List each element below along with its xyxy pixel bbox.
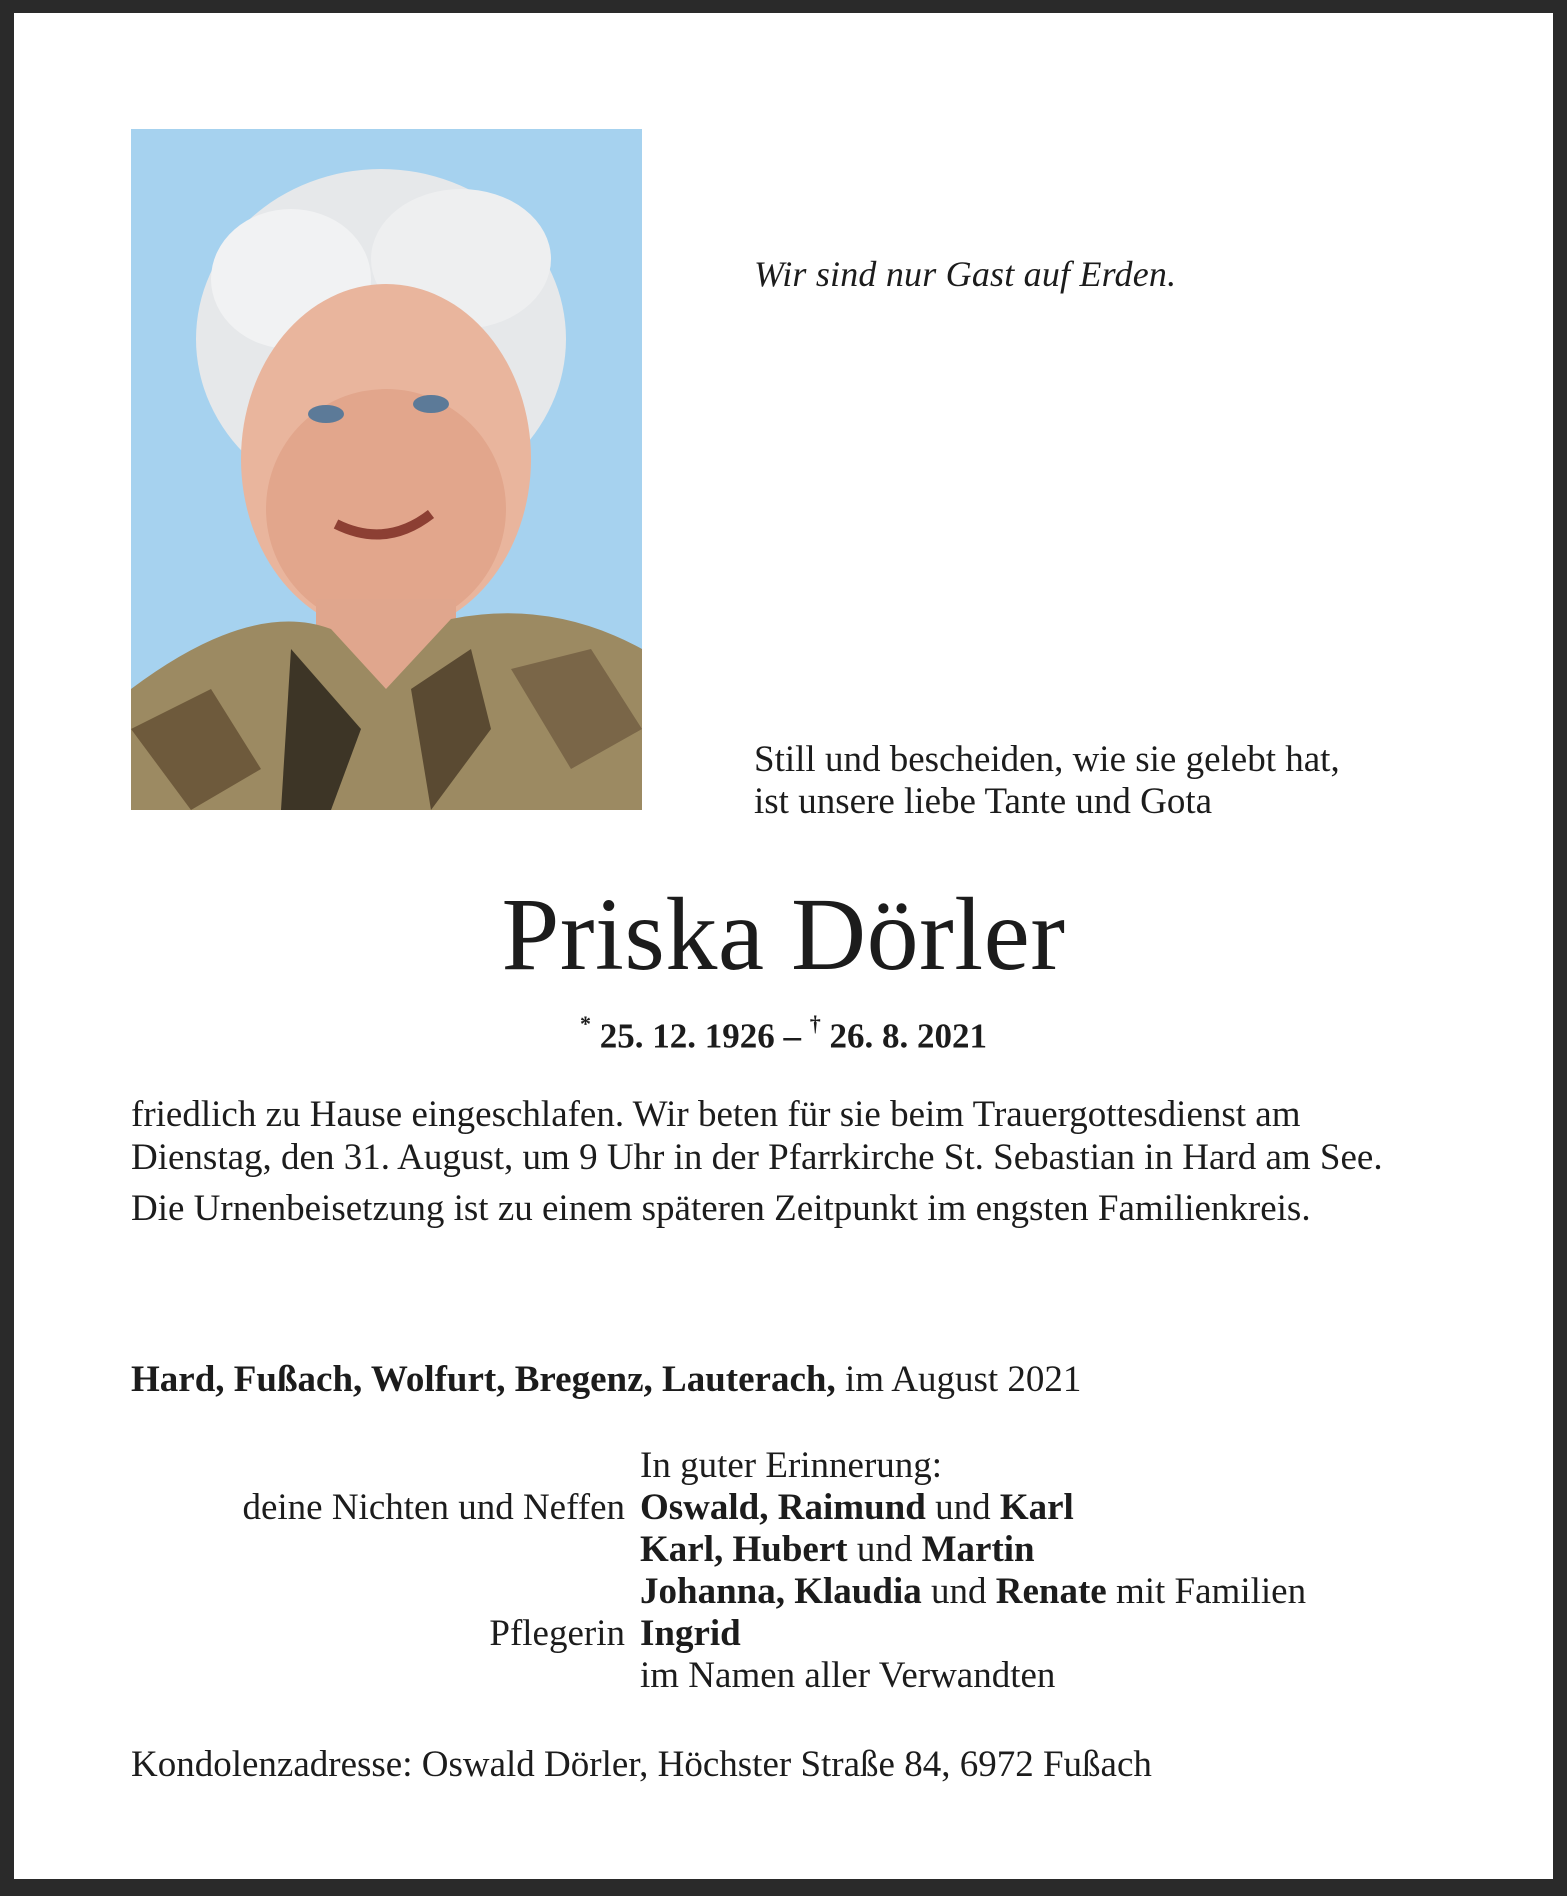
birth-symbol: * <box>580 1011 591 1036</box>
relatives-label: deine Nichten und Neffen <box>242 1487 625 1528</box>
condolence-address: Kondolenzadresse: Oswald Dörler, Höchster Straße 84, 6972 Fußach <box>131 1744 1152 1785</box>
relatives-line: Johanna, Klaudia und Renate mit Familien <box>640 1571 1307 1612</box>
life-dates <box>14 1011 1553 1057</box>
intro-line: ist unsere liebe Tante und Gota <box>754 781 1213 822</box>
signers-block <box>131 1445 1306 1697</box>
intro-text <box>754 739 1340 823</box>
remembrance-heading: In guter Erinnerung: <box>640 1445 943 1486</box>
service-paragraph: friedlich zu Hause eingeschlafen. Wir beten für sie beim Trauergottesdienst am Dienstag, den 31. August, um 9 Uhr in der Pfarrkirche St. Sebastian in Hard am See. <box>131 1094 1383 1178</box>
date-separator: – <box>783 1016 801 1056</box>
places-list: Hard, Fußach, Wolfurt, Bregenz, Lauterach, <box>131 1359 836 1400</box>
relatives-line: Oswald, Raimund und Karl <box>640 1487 1074 1528</box>
birth-date: 25. 12. 1926 <box>599 1016 775 1056</box>
place-date: im August 2021 <box>844 1359 1082 1400</box>
portrait-illustration <box>131 129 642 810</box>
death-symbol: † <box>809 1011 821 1036</box>
deceased-name: Priska Dörler <box>501 877 1066 992</box>
burial-paragraph: Die Urnenbeisetzung ist zu einem späteren Zeitpunkt im engsten Familienkreis. <box>131 1188 1311 1229</box>
places-and-date <box>131 1358 1081 1401</box>
announcement-body <box>131 1093 1431 1238</box>
obituary-page <box>14 13 1553 1879</box>
caregiver-label: Pflegerin <box>489 1613 625 1654</box>
intro-line: Still und bescheiden, wie sie gelebt hat, <box>754 739 1340 780</box>
portrait-photo <box>131 129 642 810</box>
caregiver-name: Ingrid <box>640 1613 741 1654</box>
relatives-line: Karl, Hubert und Martin <box>640 1529 1035 1570</box>
motto: Wir sind nur Gast auf Erden. <box>754 254 1177 294</box>
all-relatives-line: im Namen aller Verwandten <box>640 1655 1056 1696</box>
death-date: 26. 8. 2021 <box>829 1016 987 1056</box>
